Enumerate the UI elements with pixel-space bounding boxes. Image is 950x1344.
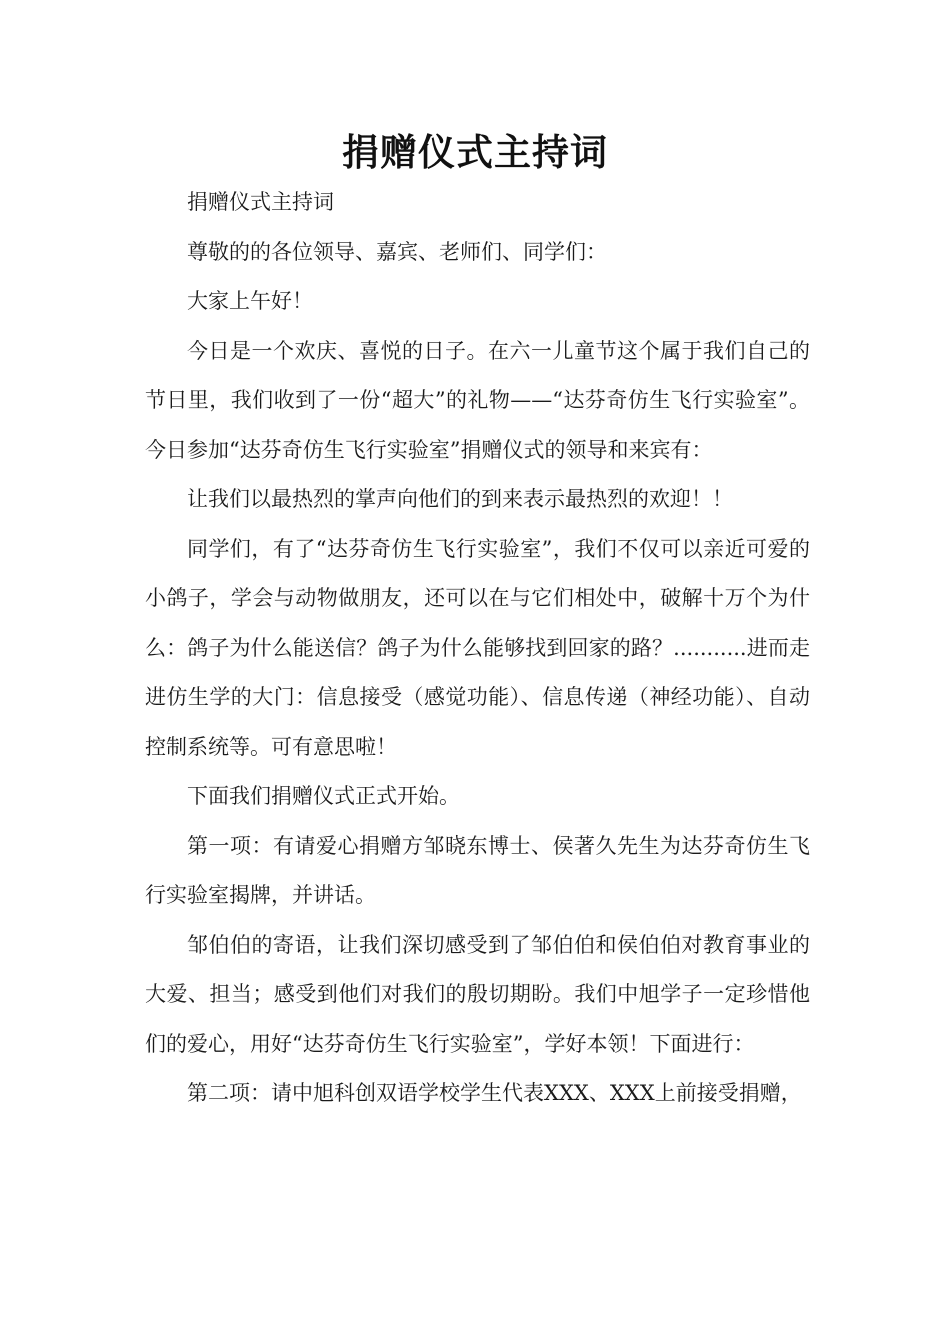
document-body (145, 178, 810, 1119)
paragraph-heading-repeat: 捐赠仪式主持词 (187, 190, 334, 214)
paragraph-welcome: 让我们以最热烈的掌声向他们的到来表示最热烈的欢迎！！ (187, 487, 733, 511)
paragraph-ceremony-start: 下面我们捐赠仪式正式开始。 (187, 784, 460, 808)
paragraph-item-two: 第二项：请中旭科创双语学校学生代表XXX、XXX上前接受捐赠， (187, 1081, 802, 1105)
paragraph-thanks: 邹伯伯的寄语，让我们深切感受到了邹伯伯和侯伯伯对教育事业的大爱、担当；感受到他们对我们的殷切期盼。我们中旭学子一定珍惜他们的爱心，用好“达芬奇仿生飞行实验室”，学好本领！下面进行： (145, 932, 810, 1056)
paragraph-salutation: 尊敬的的各位领导、嘉宾、老师们、同学们： (187, 239, 607, 264)
paragraph-lab-benefits: 同学们，有了“达芬奇仿生飞行实验室”，我们不仅可以亲近可爱的小鸽子，学会与动物做朋友，还可以在与它们相处中，破解十万个为什么：鸽子为什么能送信？鸽子为什么能够找到回家的路？...........进而走进仿生学的大门：信息接受（感觉功能）、信息传递（神经功能）、自动控制系统等。可有意思啦！ (145, 536, 810, 759)
paragraph-greeting: 大家上午好！ (187, 289, 313, 313)
document-title: 捐赠仪式主持词 (342, 131, 608, 174)
paragraph-intro: 今日是一个欢庆、喜悦的日子。在六一儿童节这个属于我们自己的节日里，我们收到了一份“超大”的礼物——“达芬奇仿生飞行实验室”。今日参加“达芬奇仿生飞行实验室”捐赠仪式的领导和来宾有： (145, 338, 810, 462)
paragraph-item-one: 第一项：有请爱心捐赠方邹晓东博士、侯著久先生为达芬奇仿生飞行实验室揭牌，并讲话。 (145, 833, 810, 907)
